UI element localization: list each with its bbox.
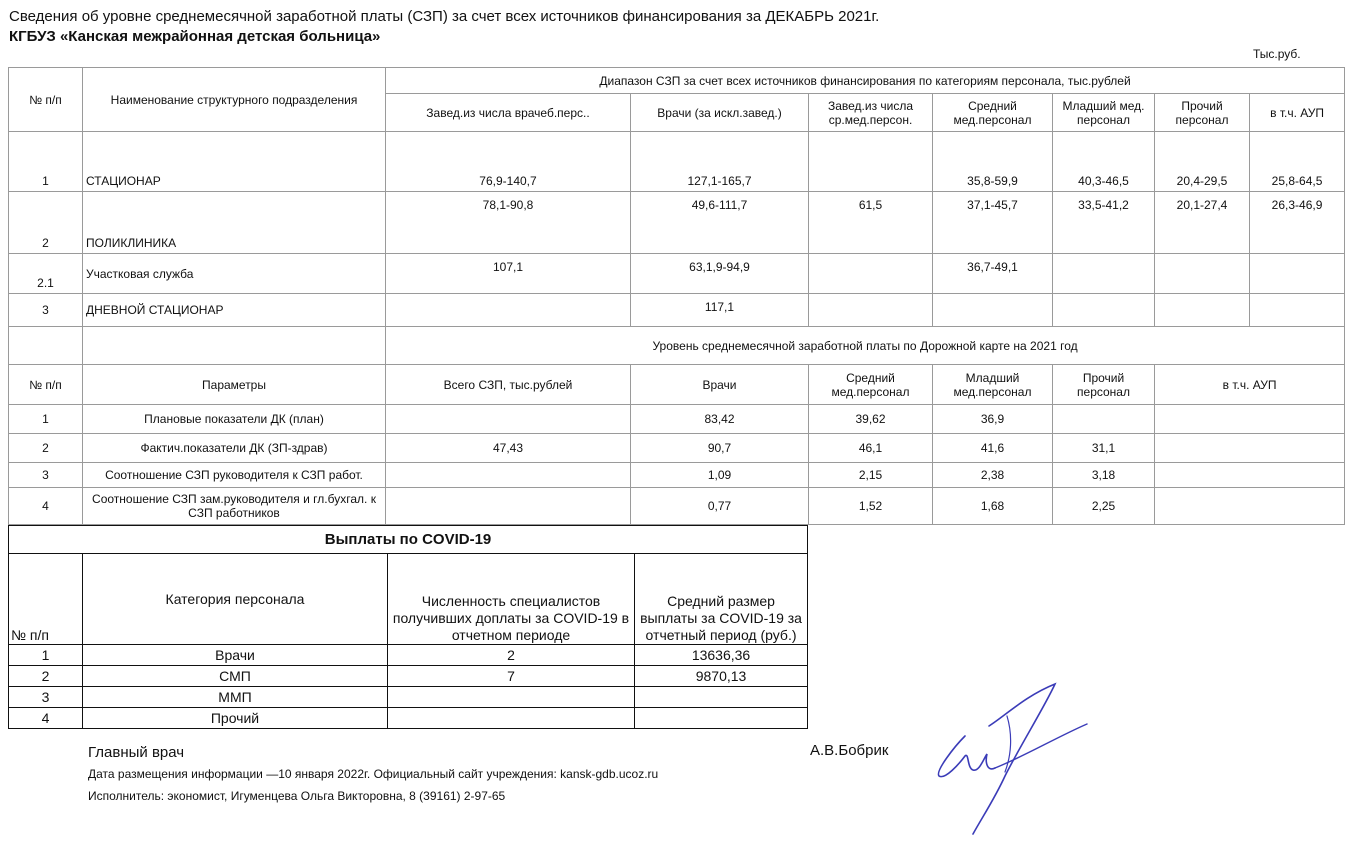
specialist-count: 2 [388,645,635,666]
average-payment: 9870,13 [635,666,808,687]
publication-info: Дата размещения информации —10 января 2022г. Официальный сайт учреждения: kansk-gdb.ucoz.ru [88,767,659,781]
value-cell [386,405,631,434]
header-average-payment: Средний размер выплаты за COVID-19 за отчетный период (руб.) [635,554,808,645]
header-num: № п/п [9,68,83,132]
roadmap-column-header: Всего СЗП, тыс.рублей [386,365,631,405]
header-staff-category: Категория персонала [83,554,388,645]
value-cell [1155,488,1345,525]
staff-category: ММП [83,687,388,708]
row-num: 2.1 [9,254,83,294]
table-row [9,666,808,687]
range-cell: 33,5-41,2 [1053,192,1155,254]
table-row [9,132,1345,192]
staff-category: Врачи [83,645,388,666]
row-num: 3 [9,463,83,488]
value-cell: 1,52 [809,488,933,525]
value-cell [386,488,631,525]
range-cell: 61,5 [809,192,933,254]
range-cell: 25,8-64,5 [1250,132,1345,192]
document-title: Сведения об уровне среднемесячной заработной платы (СЗП) за счет всех источников финансирования за ДЕКАБРЬ 2021г. [9,8,880,25]
department-name: Участковая служба [83,254,386,294]
header-department: Наименование структурного подразделения [83,68,386,132]
category-header: Прочий персонал [1155,94,1250,132]
range-cell [809,294,933,327]
unit-label: Тыс.руб. [1253,47,1301,61]
table-row [9,192,1345,254]
table-row [9,708,808,729]
value-cell: 46,1 [809,434,933,463]
roadmap-column-header: Врачи [631,365,809,405]
department-name: ПОЛИКЛИНИКА [83,192,386,254]
range-cell [1053,254,1155,294]
value-cell: 39,62 [809,405,933,434]
range-cell: 76,9-140,7 [386,132,631,192]
roadmap-column-header: в т.ч. АУП [1155,365,1345,405]
range-cell: 35,8-59,9 [933,132,1053,192]
value-cell: 1,68 [933,488,1053,525]
range-cell: 37,1-45,7 [933,192,1053,254]
value-cell: 1,09 [631,463,809,488]
range-cell: 127,1-165,7 [631,132,809,192]
organization-name: КГБУЗ «Канская межрайонная детская больница» [9,28,381,45]
average-payment [635,687,808,708]
range-cell: 107,1 [386,254,631,294]
table-row [9,405,1345,434]
parameter-name: Соотношение СЗП руководителя к СЗП работ. [83,463,386,488]
header-num: № п/п [9,554,83,645]
roadmap-column-header: Младший мед.персонал [933,365,1053,405]
category-header: Врачи (за искл.завед.) [631,94,809,132]
range-cell [1155,254,1250,294]
handwritten-signature [925,676,1095,836]
table-row [9,434,1345,463]
value-cell: 41,6 [933,434,1053,463]
category-header: Завед.из числа ср.мед.персон. [809,94,933,132]
covid-payments-table [8,525,808,729]
category-header: Завед.из числа врачеб.перс.. [386,94,631,132]
salary-table [8,67,1345,525]
value-cell [1053,405,1155,434]
range-cell: 40,3-46,5 [1053,132,1155,192]
range-cell: 36,7-49,1 [933,254,1053,294]
range-cell: 117,1 [631,294,809,327]
range-cell [1053,294,1155,327]
range-cell [1250,254,1345,294]
value-cell [1155,434,1345,463]
value-cell [386,463,631,488]
staff-category: СМП [83,666,388,687]
range-cell: 20,1-27,4 [1155,192,1250,254]
table-row [9,463,1345,488]
row-num: 1 [9,132,83,192]
category-header: в т.ч. АУП [1250,94,1345,132]
row-num: 1 [9,405,83,434]
value-cell: 2,25 [1053,488,1155,525]
parameter-name: Плановые показатели ДК (план) [83,405,386,434]
value-cell: 83,42 [631,405,809,434]
category-header: Младший мед. персонал [1053,94,1155,132]
salary-range-group-header: Диапазон СЗП за счет всех источников финансирования по категориям персонала, тыс.рублей [386,68,1345,94]
table-row [9,687,808,708]
row-num: 3 [9,687,83,708]
range-cell [809,254,933,294]
value-cell: 2,15 [809,463,933,488]
table-row [9,645,808,666]
covid-table-caption: Выплаты по COVID-19 [9,526,808,554]
row-num: 2 [9,192,83,254]
range-cell [386,294,631,327]
chief-doctor-name: А.В.Бобрик [810,742,889,759]
range-cell: 78,1-90,8 [386,192,631,254]
value-cell [1155,463,1345,488]
value-cell: 0,77 [631,488,809,525]
row-num: 4 [9,488,83,525]
empty-cell [9,327,83,365]
range-cell [1250,294,1345,327]
header-num: № п/п [9,365,83,405]
row-num: 1 [9,645,83,666]
roadmap-group-header: Уровень среднемесячной заработной платы по Дорожной карте на 2021 год [386,327,1345,365]
row-num: 3 [9,294,83,327]
roadmap-column-header: Прочий персонал [1053,365,1155,405]
range-cell [809,132,933,192]
range-cell [933,294,1053,327]
table-row [9,294,1345,327]
header-specialist-count: Численность специалистов получивших доплаты за COVID-19 в отчетном периоде [388,554,635,645]
range-cell: 20,4-29,5 [1155,132,1250,192]
parameter-name: Фактич.показатели ДК (ЗП-здрав) [83,434,386,463]
average-payment: 13636,36 [635,645,808,666]
value-cell: 90,7 [631,434,809,463]
header-parameters: Параметры [83,365,386,405]
value-cell: 2,38 [933,463,1053,488]
average-payment [635,708,808,729]
row-num: 2 [9,666,83,687]
staff-category: Прочий [83,708,388,729]
department-name: ДНЕВНОЙ СТАЦИОНАР [83,294,386,327]
department-name: СТАЦИОНАР [83,132,386,192]
specialist-count [388,687,635,708]
value-cell: 3,18 [1053,463,1155,488]
executor-info: Исполнитель: экономист, Игуменцева Ольга Викторовна, 8 (39161) 2-97-65 [88,789,506,803]
table-row [9,488,1345,525]
empty-cell [83,327,386,365]
parameter-name: Соотношение СЗП зам.руководителя и гл.бухгал. к СЗП работников [83,488,386,525]
range-cell [1155,294,1250,327]
roadmap-column-header: Средний мед.персонал [809,365,933,405]
range-cell: 63,1,9-94,9 [631,254,809,294]
row-num: 4 [9,708,83,729]
table-row [9,254,1345,294]
specialist-count [388,708,635,729]
category-header: Средний мед.персонал [933,94,1053,132]
range-cell: 26,3-46,9 [1250,192,1345,254]
value-cell [1155,405,1345,434]
value-cell: 47,43 [386,434,631,463]
row-num: 2 [9,434,83,463]
specialist-count: 7 [388,666,635,687]
chief-doctor-title: Главный врач [88,744,185,761]
value-cell: 31,1 [1053,434,1155,463]
range-cell: 49,6-111,7 [631,192,809,254]
value-cell: 36,9 [933,405,1053,434]
